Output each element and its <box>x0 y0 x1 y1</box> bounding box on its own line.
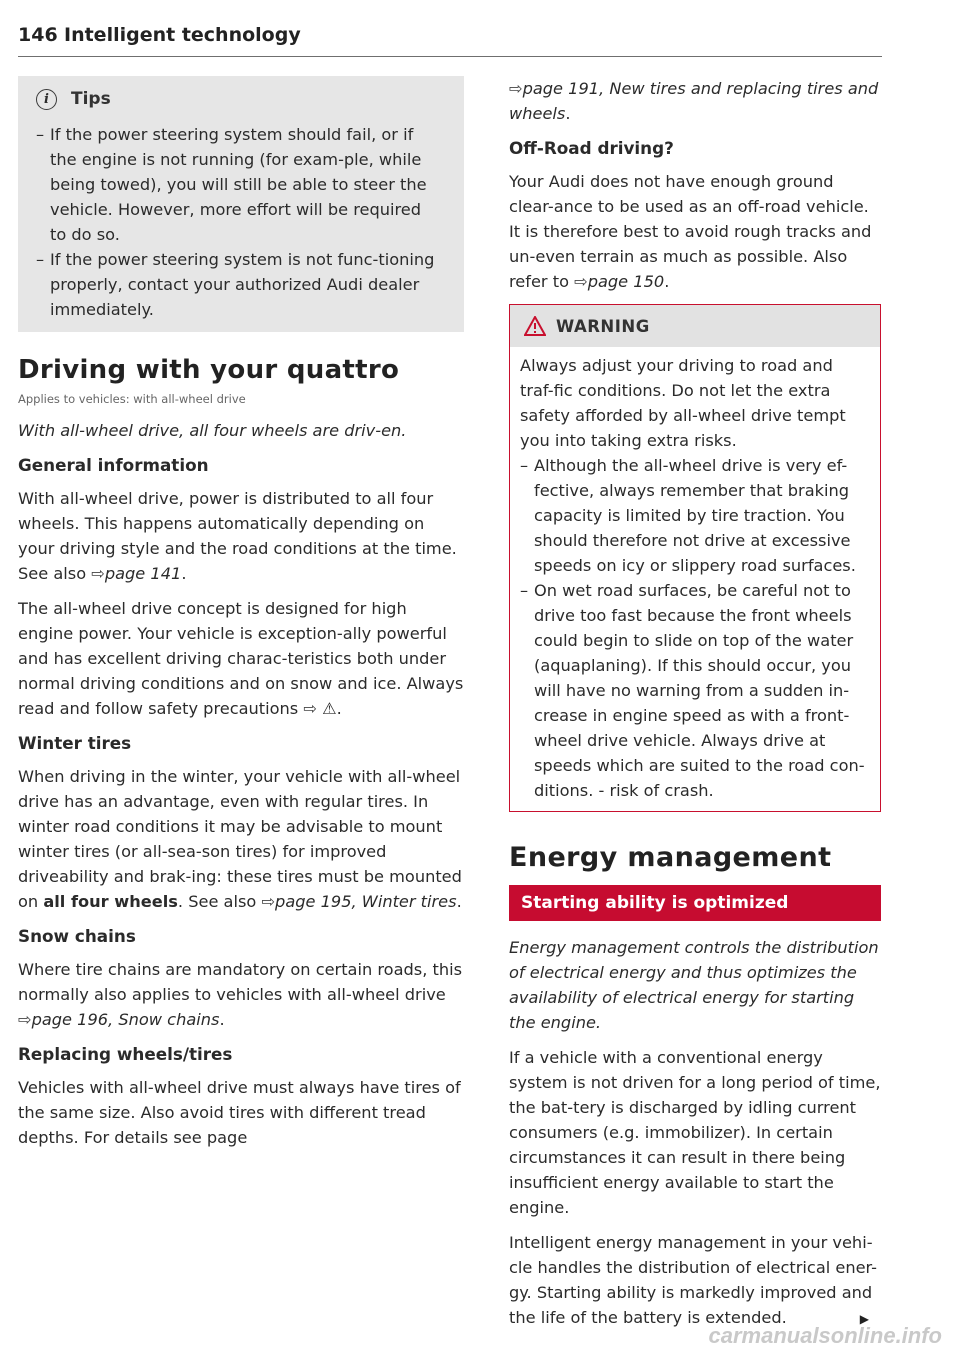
ref-arrow-icon: ⇨ <box>261 892 276 911</box>
tips-box <box>18 76 464 332</box>
page-ref-link[interactable]: page 150 <box>587 272 665 291</box>
heading-offroad: Off-Road driving? <box>509 138 674 158</box>
energy-intro: Energy management controls the distribution of electrical energy and thus optimizes the availability of electrical energy for starting the engine. <box>509 938 879 1032</box>
tips-header <box>36 76 440 122</box>
info-icon: i <box>36 89 57 110</box>
page-header <box>18 24 882 57</box>
warning-item: – On wet road surfaces, be careful not to drive too fast because the front wheels could begin to slide on top of the water (aquaplaning). If this should occur, you will have no warning from a sudden in-crease in engine speed as with a front-wheel drive vehicle. Always drive at speeds which are suited to the road con-ditions. - risk of crash. <box>520 578 870 803</box>
section-heading-quattro: Driving with your quattro <box>18 355 400 385</box>
winter-paragraph: When driving in the winter, your vehicle with all-wheel drive has an advantage, even with regular tires. In winter road conditions it may be advisable to mount winter tires (or all-sea-son tires) for improved driveability and brak-ing: these tires must be mounted on all four wheels. See also ⇨page 195, Winter tires. <box>18 767 462 911</box>
ref-arrow-icon: ⇨ <box>91 564 105 583</box>
energy-paragraph-1: If a vehicle with a conventional energy system is not driven for a long period of time, the bat-tery is discharged by idling current consumers (e.g. immobilizer). In certain circumstances it can result in there being insufficient energy available to start the engine. <box>509 1048 881 1217</box>
general-paragraph-1: With all-wheel drive, power is distributed to all four wheels. This happens automatically depending on your driving style and the road conditions at the time. See also ⇨page 141. <box>18 489 457 583</box>
warning-item: – Although the all-wheel drive is very ef-fective, always remember that braking capacity is limited by tire traction. You should therefore not drive at excessive speeds on icy or slippery road surfaces. <box>520 453 870 578</box>
heading-winter-tires: Winter tires <box>18 733 132 753</box>
page-ref-link[interactable]: page 196, Snow chains <box>31 1010 220 1029</box>
warning-intro: Always adjust your driving to road and traf-fic conditions. Do not let the extra safety afforded by all-wheel drive tempt you into taking extra risks. <box>520 356 846 450</box>
ref-arrow-icon: ⇨ <box>509 79 523 98</box>
warning-header <box>510 305 880 347</box>
quattro-intro: With all-wheel drive, all four wheels are driv-en. <box>18 421 407 440</box>
ref-arrow-icon: ⇨ <box>303 699 317 718</box>
page-ref-link[interactable]: page 141 <box>104 564 182 583</box>
replacing-continued: ⇨page 191, New tires and replacing tires and wheels. <box>509 79 879 123</box>
tip-item: – If the power steering system is not func-tioning properly, contact your authorized Audi dealer immediately. <box>36 247 440 322</box>
heading-general-information: General information <box>18 455 209 475</box>
warning-body <box>510 347 880 811</box>
right-column <box>509 76 881 1340</box>
left-column <box>18 76 464 1160</box>
warning-triangle-icon <box>524 316 546 336</box>
general-paragraph-2: The all-wheel drive concept is designed for high engine power. Your vehicle is exception-ally powerful and has excellent driving charac-teristics both under normal driving conditions and on snow and ice. Always read and follow safety precautions ⇨ ⚠. <box>18 599 464 718</box>
warning-box <box>509 304 881 812</box>
page-ref-link[interactable]: page 195, Winter tires <box>275 892 457 911</box>
heading-replacing-wheels: Replacing wheels/tires <box>18 1044 233 1064</box>
warning-title: WARNING <box>556 316 650 336</box>
section-heading-energy: Energy management <box>509 842 832 873</box>
offroad-paragraph: Your Audi does not have enough ground clear-ance to be used as an off-road vehicle. It is therefore best to avoid rough tracks and un-even terrain as much as possible. Also refer to ⇨page 150. <box>509 172 872 291</box>
snow-paragraph: Where tire chains are mandatory on certain roads, this normally also applies to vehicles with all-wheel drive ⇨page 196, Snow chains. <box>18 960 463 1029</box>
ref-arrow-icon: ⇨ <box>18 1010 32 1029</box>
ref-arrow-icon: ⇨ <box>574 272 588 291</box>
continue-arrow-icon: ▶ <box>859 1312 869 1326</box>
tip-item: – If the power steering system should fail, or if the engine is not running (for exam-ple, while being towed), you will still be able to steer the vehicle. However, more effort will be required to do so. <box>36 122 440 247</box>
chapter-title: Intelligent technology <box>64 24 301 46</box>
energy-paragraph-2: Intelligent energy management in your vehi-cle handles the distribution of electrical ener-gy. Starting ability is markedly improved and the life of the battery is extended. ▶ <box>509 1230 881 1330</box>
topic-band: Starting ability is optimized <box>509 885 881 921</box>
applies-note: Applies to vehicles: with all-wheel drive <box>18 392 246 406</box>
watermark: carmanualsonline.info <box>708 1323 942 1348</box>
heading-snow-chains: Snow chains <box>18 926 136 946</box>
tips-title: Tips <box>71 89 111 109</box>
page-number: 146 <box>18 24 58 46</box>
replacing-paragraph: Vehicles with all-wheel drive must always have tires of the same size. Also avoid tires with different tread depths. For details see page <box>18 1078 461 1147</box>
warning-ref-icon[interactable]: ⚠ <box>322 699 337 718</box>
page-ref-link[interactable]: page 191, New tires and replacing tires and wheels <box>509 79 879 123</box>
